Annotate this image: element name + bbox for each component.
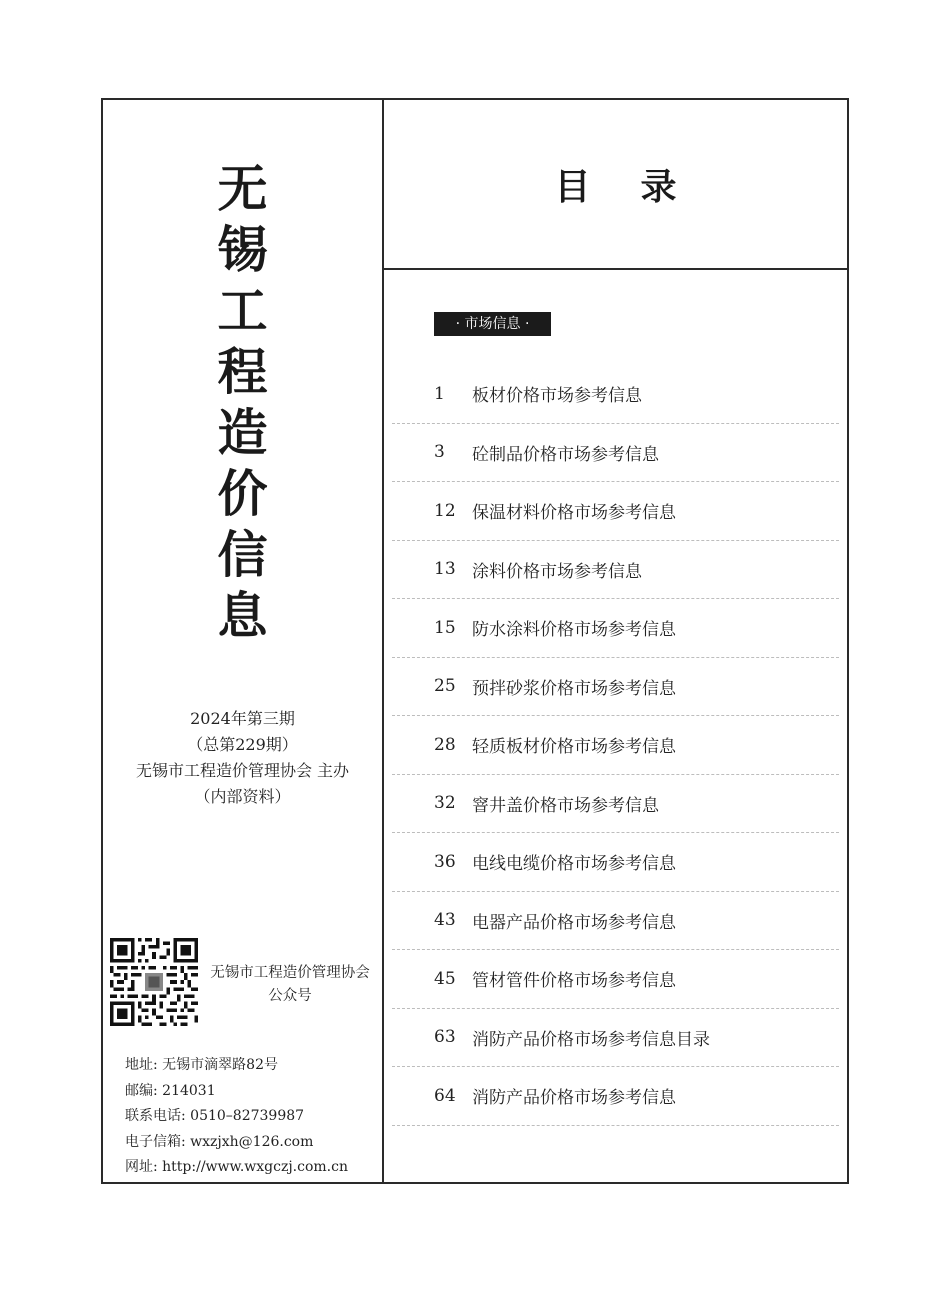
- toc-title: 板材价格市场参考信息: [472, 386, 642, 407]
- contact-website[interactable]: 网址: http://www.wxgczj.com.cn: [125, 1159, 348, 1175]
- toc-title: 电器产品价格市场参考信息: [472, 912, 676, 933]
- toc-item[interactable]: [392, 892, 839, 951]
- toc-title: 电线电缆价格市场参考信息: [472, 854, 676, 875]
- section-badge: · 市场信息 ·: [434, 312, 551, 336]
- toc-page-number: 12: [434, 500, 456, 521]
- toc-item[interactable]: [392, 950, 839, 1009]
- toc-page-number: 36: [434, 851, 456, 872]
- contact-phone: 联系电话: 0510–82739987: [125, 1108, 305, 1124]
- toc-title: 砼制品价格市场参考信息: [472, 444, 659, 465]
- toc-item[interactable]: [392, 1067, 839, 1126]
- contact-address: 地址: 无锡市滴翠路82号: [125, 1057, 278, 1073]
- toc-page-number: 64: [434, 1085, 456, 1106]
- toc-heading: 目录: [554, 165, 727, 208]
- toc-page-number: 32: [434, 793, 456, 814]
- toc-panel: [384, 100, 847, 1182]
- toc-page-number: 45: [434, 968, 456, 989]
- toc-item[interactable]: [392, 775, 839, 834]
- title-char: 造: [217, 403, 268, 462]
- toc-item[interactable]: [392, 716, 839, 775]
- title-char: 锡: [217, 220, 268, 279]
- toc-title: 防水涂料价格市场参考信息: [472, 620, 676, 641]
- contact-info: [125, 1053, 348, 1181]
- toc-page-number: 43: [434, 910, 456, 931]
- toc-page-number: 25: [434, 676, 456, 697]
- toc-title: 消防产品价格市场参考信息目录: [472, 1029, 710, 1050]
- toc-page-number: 63: [434, 1027, 456, 1048]
- toc-page-number: 28: [434, 734, 456, 755]
- issue-total: （总第229期）: [187, 735, 298, 754]
- magazine-title: [103, 158, 382, 646]
- toc-page-number: 3: [434, 442, 445, 463]
- issue-note: （内部资料）: [194, 787, 291, 806]
- toc-header: [384, 100, 847, 270]
- toc-item[interactable]: [392, 365, 839, 424]
- toc-page-number: 15: [434, 617, 456, 638]
- toc-page-number: 13: [434, 559, 456, 580]
- title-char: 无: [217, 159, 268, 218]
- qr-caption-line1: 无锡市工程造价管理协会: [210, 965, 370, 981]
- toc-title: 窨井盖价格市场参考信息: [472, 795, 659, 816]
- toc-item[interactable]: [392, 658, 839, 717]
- issue-period: 2024年第三期: [190, 709, 295, 728]
- toc-item[interactable]: [392, 599, 839, 658]
- qr-caption-line2: 公众号: [268, 988, 312, 1004]
- title-char: 程: [217, 342, 268, 401]
- toc-title: 管材管件价格市场参考信息: [472, 971, 676, 992]
- toc-page-number: 1: [434, 383, 445, 404]
- toc-item[interactable]: [392, 541, 839, 600]
- toc-item[interactable]: [392, 482, 839, 541]
- qr-caption: [200, 962, 380, 1008]
- cover-info-panel: [103, 100, 384, 1182]
- page-frame: [101, 98, 849, 1184]
- toc-title: 预拌砂浆价格市场参考信息: [472, 678, 676, 699]
- title-char: 信: [217, 525, 268, 584]
- toc-title: 涂料价格市场参考信息: [472, 561, 642, 582]
- qr-code-icon: [110, 938, 198, 1026]
- contact-postcode: 邮编: 214031: [125, 1082, 216, 1099]
- issue-info: [103, 706, 382, 810]
- toc-title: 保温材料价格市场参考信息: [472, 503, 676, 524]
- toc-item[interactable]: [392, 424, 839, 483]
- contact-email[interactable]: 电子信箱: wxzjxh@126.com: [125, 1133, 314, 1150]
- title-char: 息: [217, 586, 268, 645]
- title-char: 价: [217, 464, 268, 523]
- title-char: 工: [217, 281, 268, 340]
- toc-item[interactable]: [392, 833, 839, 892]
- toc-item[interactable]: [392, 1009, 839, 1068]
- issue-sponsor: 无锡市工程造价管理协会 主办: [135, 761, 350, 780]
- toc-title: 轻质板材价格市场参考信息: [472, 737, 676, 758]
- toc-list: [392, 365, 839, 1126]
- toc-title: 消防产品价格市场参考信息: [472, 1088, 676, 1109]
